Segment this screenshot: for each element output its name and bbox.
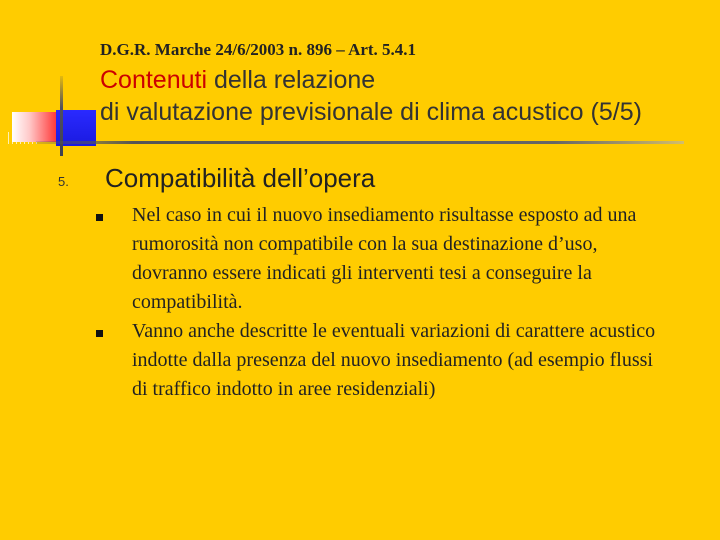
- section-number: 5.: [58, 174, 69, 189]
- title-line-2: di valutazione previsionale di clima acustico (5/5): [100, 98, 642, 126]
- title-line-1-rest: della relazione: [207, 66, 376, 94]
- title-divider-line: [36, 141, 684, 144]
- slide-subtitle: D.G.R. Marche 24/6/2003 n. 896 – Art. 5.4.1: [100, 40, 417, 59]
- title-line-1: [100, 64, 710, 96]
- bullet-square-icon: [96, 330, 103, 337]
- decorative-vertical-line: [60, 76, 63, 156]
- bullet-square-icon: [96, 214, 103, 221]
- title-highlight: Contenuti: [100, 66, 208, 94]
- slide-title: [100, 64, 710, 128]
- bullet-item-2: Vanno anche descritte le eventuali variazioni di carattere acustico indotte dalla presenza del nuovo insediamento (ad esempio flussi di traffico indotto in aree residenziali): [132, 320, 656, 400]
- bullet-item-1: Nel caso in cui il nuovo insediamento risultasse esposto ad una rumorosità non compatibile con la sua destinazione d’uso, dovranno essere indicati gli interventi tesi a conseguire la compatibilità.: [132, 204, 637, 313]
- decorative-red-block: [12, 112, 56, 142]
- section-heading: Compatibilità dell’opera: [105, 163, 376, 193]
